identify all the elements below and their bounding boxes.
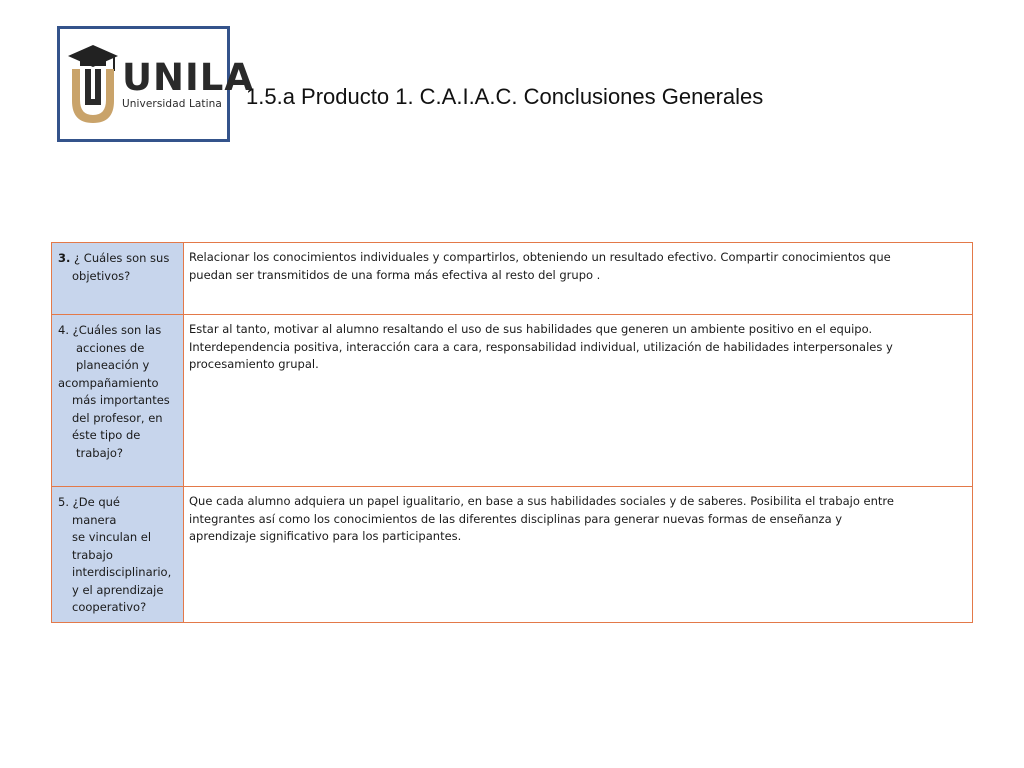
- question-cell: [52, 315, 184, 487]
- question-line: objetivos?: [72, 268, 131, 283]
- question-line: ¿ Cuáles son sus: [74, 251, 170, 265]
- question-cell: [52, 487, 184, 623]
- question-cell: [52, 243, 184, 315]
- conclusions-table: [51, 242, 973, 623]
- table-row: [52, 315, 973, 487]
- question-line: y el aprendizaje: [72, 582, 164, 597]
- question-line: se vinculan el: [72, 530, 152, 544]
- table-row: [52, 487, 973, 623]
- question-line: 5. ¿De qué: [58, 495, 120, 509]
- question-line: manera: [72, 512, 117, 527]
- question-line: acompañamiento: [58, 375, 159, 390]
- answer-cell: [184, 315, 973, 487]
- logo-name: UNILA: [122, 56, 254, 99]
- question-line: acciones de: [76, 340, 145, 355]
- answer-cell: [184, 487, 973, 623]
- question-line: cooperativo?: [72, 600, 147, 614]
- question-line: 4. ¿Cuáles son las: [58, 323, 162, 337]
- logo-subtitle: Universidad Latina: [122, 98, 222, 110]
- question-line: éste tipo de: [72, 428, 141, 442]
- question-line: planeación y: [76, 358, 150, 372]
- answer-line: Relacionar los conocimientos individuales y compartirlos, obteniendo un resultado efectivo. Compartir conocimientos que: [189, 250, 891, 264]
- answer-line: Que cada alumno adquiera un papel igualitario, en base a sus habilidades sociales y de saberes. Posibilita el trabajo entre: [189, 494, 894, 508]
- graduation-cap-emblem-icon: [66, 43, 120, 127]
- unila-logo: [57, 26, 254, 142]
- question-line: del profesor, en: [72, 410, 163, 425]
- answer-line: aprendizaje significativo para los participantes.: [189, 529, 462, 543]
- question-line: interdisciplinario,: [72, 565, 172, 579]
- question-line: más importantes: [72, 393, 170, 407]
- page-title: 1.5.a Producto 1. C.A.I.A.C. Conclusiones Generales: [246, 84, 764, 109]
- question-line: trabajo?: [76, 445, 123, 460]
- answer-line: procesamiento grupal.: [189, 357, 319, 371]
- question-number: 3.: [58, 251, 71, 265]
- answer-line: Interdependencia positiva, interacción cara a cara, responsabilidad individual, utilización de habilidades interpersonales y: [189, 339, 893, 354]
- answer-cell: [184, 243, 973, 315]
- table-row: [52, 243, 973, 315]
- question-line: trabajo: [72, 547, 113, 562]
- answer-line: puedan ser transmitidos de una forma más efectiva al resto del grupo .: [189, 267, 601, 282]
- answer-line: integrantes así como los conocimientos de las diferentes disciplinas para generar nuevas formas de enseñanza y: [189, 511, 843, 526]
- answer-line: Estar al tanto, motivar al alumno resaltando el uso de sus habilidades que generen un ambiente positivo en el equipo.: [189, 322, 873, 336]
